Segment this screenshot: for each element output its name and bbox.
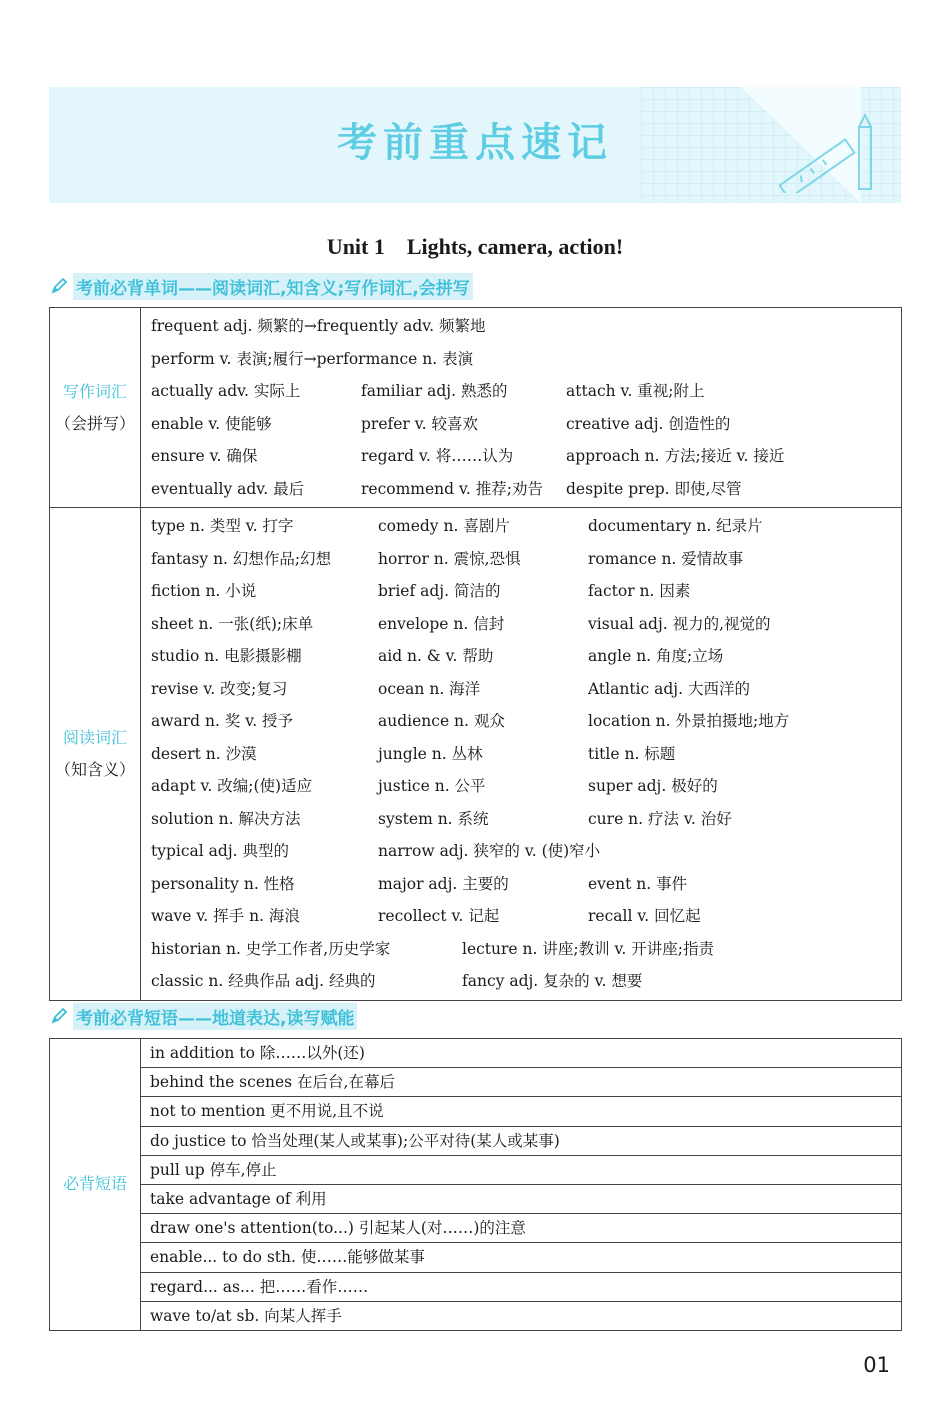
vocab-entry: comedy n. 喜剧片 (378, 517, 510, 535)
writing-label: 写作词汇 (62, 381, 127, 401)
reading-sublabel: （知含义） (54, 759, 135, 779)
vocab-section-header (49, 273, 473, 299)
phrase-section-title: 考前必背短语——地道表达,读写赋能 (73, 1003, 357, 1030)
vocab-entry: studio n. 电影摄影棚 (151, 647, 302, 665)
vocab-entry: attach v. 重视;附上 (566, 382, 705, 400)
phrase-item: wave to/at sb. 向某人挥手 (141, 1301, 902, 1330)
vocab-entry: frequent adj. 频繁的→frequently adv. 频繁地 (151, 317, 486, 335)
phrase-row (50, 1155, 902, 1184)
vocab-line (142, 770, 900, 803)
vocab-entry: justice n. 公平 (378, 777, 486, 795)
writing-vocab-list (141, 308, 902, 508)
phrase-item: behind the scenes 在后台,在幕后 (141, 1068, 902, 1097)
vocab-line (142, 868, 900, 901)
vocab-entry: narrow adj. 狭窄的 v. (使)窄小 (378, 842, 601, 860)
vocab-entry: recollect v. 记起 (378, 907, 500, 925)
vocab-entry: award n. 奖 v. 授予 (151, 712, 294, 730)
phrase-row (50, 1243, 902, 1272)
phrase-item: take advantage of 利用 (141, 1184, 902, 1213)
vocab-entry: fancy adj. 复杂的 v. 想要 (462, 972, 643, 990)
vocab-line (142, 705, 900, 738)
phrase-table (49, 1038, 902, 1331)
vocab-entry: factor n. 因素 (588, 582, 691, 600)
vocab-entry: recommend v. 推荐;劝告 (361, 479, 543, 498)
vocab-entry: system n. 系统 (378, 809, 489, 828)
vocab-entry: adapt v. 改编;(使)适应 (151, 777, 313, 795)
vocab-line (142, 310, 900, 343)
phrase-item: do justice to 恰当处理(某人或某事);公平对待(某人或某事) (141, 1126, 902, 1155)
vocab-entry: aid n. & v. 帮助 (378, 647, 494, 665)
phrase-item: draw one's attention(to...) 引起某人(对……)的注意 (141, 1214, 902, 1243)
vocab-line (142, 473, 900, 506)
vocab-entry: romance n. 爱情故事 (588, 549, 744, 568)
vocab-entry: fantasy n. 幻想作品;幻想 (151, 549, 332, 568)
vocab-entry: classic n. 经典作品 adj. 经典的 (151, 972, 376, 990)
phrase-row (50, 1039, 902, 1068)
vocab-line (142, 673, 900, 706)
vocab-entry: envelope n. 信封 (378, 614, 505, 633)
phrase-item: regard... as... 把……看作…… (141, 1272, 902, 1301)
vocab-entry: creative adj. 创造性的 (566, 414, 731, 433)
vocab-entry: location n. 外景拍摄地;地方 (588, 712, 790, 730)
vocab-entry: ocean n. 海洋 (378, 679, 481, 698)
vocab-entry: historian n. 史学工作者,历史学家 (151, 939, 391, 958)
pencil-icon (49, 1006, 69, 1026)
phrase-row (50, 1272, 902, 1301)
phrase-row (50, 1126, 902, 1155)
vocab-entry: horror n. 震惊,恐惧 (378, 549, 521, 568)
pencil-icon (49, 276, 69, 296)
page-number: 01 (863, 1353, 890, 1377)
vocab-line (142, 640, 900, 673)
vocab-entry: audience n. 观众 (378, 712, 505, 730)
vocab-line (142, 575, 900, 608)
writing-vocab-row (50, 308, 902, 508)
phrase-item: in addition to 除……以外(还) (141, 1039, 902, 1068)
vocab-entry: Atlantic adj. 大西洋的 (588, 679, 750, 698)
vocab-entry: approach n. 方法;接近 v. 接近 (566, 447, 785, 465)
header-banner (49, 87, 901, 203)
vocab-entry: desert n. 沙漠 (151, 744, 257, 763)
vocab-table (49, 307, 902, 1001)
phrase-row (50, 1068, 902, 1097)
vocab-entry: super adj. 极好的 (588, 777, 718, 795)
vocab-line (142, 510, 900, 543)
vocab-line (142, 375, 900, 408)
vocab-entry: type n. 类型 v. 打字 (151, 517, 294, 535)
vocab-entry: solution n. 解决方法 (151, 809, 301, 828)
vocab-entry: event n. 事件 (588, 874, 688, 893)
vocab-line (142, 440, 900, 473)
reading-label: 阅读词汇 (62, 727, 127, 747)
vocab-entry: visual adj. 视力的,视觉的 (588, 614, 771, 633)
vocab-entry: cure n. 疗法 v. 治好 (588, 809, 732, 828)
vocab-entry: revise v. 改变;复习 (151, 679, 288, 698)
vocab-section-title: 考前必背单词——阅读词汇,知含义;写作词汇,会拼写 (73, 273, 473, 300)
vocab-entry: ensure v. 确保 (151, 447, 258, 465)
phrase-item: not to mention 更不用说,且不说 (141, 1097, 902, 1126)
vocab-entry: lecture n. 讲座;教训 v. 开讲座;指责 (462, 939, 715, 958)
phrase-label-text: 必背短语 (62, 1174, 127, 1194)
vocab-entry: title n. 标题 (588, 744, 676, 763)
vocab-entry: brief adj. 简洁的 (378, 582, 501, 600)
vocab-line (142, 933, 900, 966)
phrase-label (50, 1039, 141, 1331)
vocab-entry: personality n. 性格 (151, 874, 295, 893)
vocab-entry: actually adv. 实际上 (151, 382, 301, 400)
phrase-row (50, 1097, 902, 1126)
reading-vocab-row (50, 508, 902, 1001)
phrase-section-header (49, 1003, 357, 1029)
vocab-entry: despite prep. 即使,尽管 (566, 479, 742, 498)
vocab-entry: wave v. 挥手 n. 海浪 (151, 907, 300, 925)
vocab-entry: jungle n. 丛林 (378, 744, 483, 763)
phrase-row (50, 1214, 902, 1243)
vocab-line (142, 408, 900, 441)
vocab-line (142, 543, 900, 576)
phrase-item: enable... to do sth. 使……能够做某事 (141, 1243, 902, 1272)
writing-vocab-label (50, 308, 141, 508)
phrase-item: pull up 停车,停止 (141, 1155, 902, 1184)
vocab-line (142, 900, 900, 933)
phrase-row (50, 1184, 902, 1213)
vocab-entry: documentary n. 纪录片 (588, 517, 763, 535)
reading-vocab-label (50, 508, 141, 1001)
vocab-line (142, 835, 900, 868)
ruler-pencil-icon (767, 113, 887, 193)
vocab-entry: perform v. 表演;履行→performance n. 表演 (151, 349, 474, 368)
vocab-line (142, 803, 900, 836)
vocab-entry: angle n. 角度;立场 (588, 647, 724, 665)
vocab-entry: regard v. 将……认为 (361, 447, 514, 465)
vocab-line (142, 738, 900, 771)
vocab-entry: major adj. 主要的 (378, 874, 509, 893)
vocab-line (142, 965, 900, 998)
vocab-entry: eventually adv. 最后 (151, 479, 305, 498)
vocab-entry: recall v. 回忆起 (588, 907, 701, 925)
reading-vocab-list (141, 508, 902, 1001)
vocab-entry: prefer v. 较喜欢 (361, 414, 479, 433)
vocab-line (142, 608, 900, 641)
phrase-row (50, 1301, 902, 1330)
writing-sublabel: （会拼写） (54, 413, 135, 433)
vocab-entry: typical adj. 典型的 (151, 842, 289, 860)
vocab-entry: sheet n. 一张(纸);床单 (151, 614, 314, 633)
vocab-entry: enable v. 使能够 (151, 414, 272, 433)
vocab-entry: fiction n. 小说 (151, 582, 257, 600)
vocab-line (142, 343, 900, 376)
unit-title: Unit 1 Lights, camera, action! (326, 234, 624, 259)
banner-title: 考前重点速记 (337, 120, 613, 166)
vocab-entry: familiar adj. 熟悉的 (361, 382, 508, 400)
